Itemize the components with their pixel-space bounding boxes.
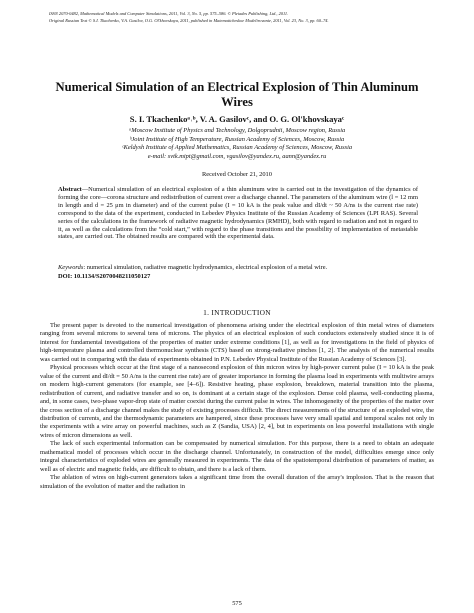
author-list: S. I. Tkachenkoᵃ˒ᵇ, V. A. Gasilovᶜ, and O. G. Ol'khovskayaᶜ <box>129 114 345 124</box>
affiliation-c: ᶜKeldysh Institute of Applied Mathematics, Russian Academy of Sciences, Moscow, Russia <box>121 144 353 152</box>
abstract-label: Abstract <box>58 186 82 193</box>
author-emails: e-mail: svtk.mipt@gmail.com, vgasilov@yandex.ru, aann@yandex.ru <box>147 152 327 160</box>
received-date: Received October 21, 2010 <box>202 171 272 178</box>
keywords <box>58 264 418 272</box>
journal-header <box>49 11 329 24</box>
paragraph: The lack of such experimental information can be compensated by numerical simulation. For this purpose, there is a need to obtain an adequate mathematical model of processes which occur in the discharge channel. Unfortunately, in construction of the model, difficulties emerge since only integral characteristics of exploded wires are generally measured in experiments. The data of the spatiotemporal distribution of parameters of matter, as well as of electric and magnetic fields, are difficult to obtain, and there is a lack of them. <box>40 440 434 473</box>
section-heading-introduction: 1. INTRODUCTION <box>203 308 271 317</box>
page-number: 575 <box>232 600 242 607</box>
paragraph: Physical processes which occur at the first stage of a nanosecond explosion of thin micron wires by high-power current pulse (I = 10 kA is the peak value of the current and dI/dt = 50 A/ns is the current rise rate) are of greater importance in forming the plasma load in experiments with multiwire arrays on modern high-current generators (for example, see [4–6]). Resistive heating, phase explosion, breakdown, material transition into the plasma, redistribution of current, and radiative transfer and so on, is dominant at a certain stage of the explosion. Dense cold plasma, well-conducting plasma, and, in some cases, two-phase vapor-drop state of matter coexist during the current pulse in wires. The inhomogeneity of the properties of the matter over the cross section of a discharge channel makes the study of existing processes difficult. The direct measurements of the structure of an exploded wire, the distribution of currents, and the thermodynamic parameters are hampered, since these processes have very small spatial and temporal scales not only in the experiments with a wire array on powerful machines, such as Z (Sandia, USA) [2, 4], but in experiments on less powerful installations with single wires of micron dimensions as well. <box>40 364 434 439</box>
keywords-text: : numerical simulation, radiative magnetic hydrodynamics, electrical explosion of a metal wire. <box>83 264 328 271</box>
doi: DOI: 10.1134/S2070048211050127 <box>58 273 151 280</box>
abstract-text: —Numerical simulation of an electrical explosion of a thin aluminum wire is carried out in the investigation of the dynamics of forming the core—corona structure and redistribution of current over a discharge channel. The parameters of the aluminum wire (l = 12 mm in length and d = 25 μm in diameter) and of the current pulse (I = 10 kA is the peak value and dI/dt ~ 50 A/ns is the current rise rate) correspond to the data of the experiment, conducted in Lebedev Physics Institute of the Russian Academy of Sciences (LPI RAS). Several series of the calculations in the framework of radiative magnetic hydrodynamics (RMHD), both with regard to radiation and not in regard to it, as well as the calculations from the “cold start,” with regard to the phase transitions and the possibility of implementation of metastable states, are carried out. The obtained results are compared with the experimental data. <box>58 186 418 241</box>
affiliation-b: ᵇJoint Institute of High Temperature, Russian Academy of Sciences, Moscow, Russia <box>129 135 345 143</box>
keywords-label: Keywords <box>58 264 84 271</box>
journal-header-line-1: ISSN 2070-0482, Mathematical Models and Computer Simulations, 2011, Vol. 3, No. 5, pp. 575–586. © Pleiades Publishing, Ltd., 2011. <box>49 11 289 16</box>
abstract <box>58 186 418 241</box>
paragraph: The ablation of wires on high-current generators takes a significant time from the overall duration of the array's implosion. That is the reason that simulation of the evolution of matter and the radiation in <box>40 474 434 490</box>
body-text <box>40 322 434 491</box>
affiliation-a: ᵃMoscow Institute of Physics and Technology, Dolgoprudnii, Moscow region, Russia <box>128 127 346 134</box>
affiliations <box>40 127 434 161</box>
paragraph: The present paper is devoted to the numerical investigation of phenomena arising under the electrical explosion of thin metal wires of diameters ranging from several microns to several tens of microns. The physics of an electrical explosion of such conductors extensively studied since it is of interest for fundamental investigations of the properties of matter under extreme conditions [1], as well as for investigations in the field of physics of high-temperature plasma and controlled thermonuclear synthesis (CTS) based on strong-radiative pinches [1, 2]. The analysis of the numerical results was carried out in comparing with the data of experiments obtained in P.N. Lebedev Physical Institute of the Russian Academy of Sciences [3]. <box>40 322 434 363</box>
paper-title: Numerical Simulation of an Electrical Explosion of Thin Aluminum Wires <box>55 80 419 109</box>
journal-header-line-2: Original Russian Text © S.I. Tkachenko, V.A. Gasilov, O.G. Ol'khovskaya, 2011, published in Matematicheskoe Modelirovanie, 2011, Vol. 23, No. 3, pp. 60–74. <box>49 17 329 23</box>
